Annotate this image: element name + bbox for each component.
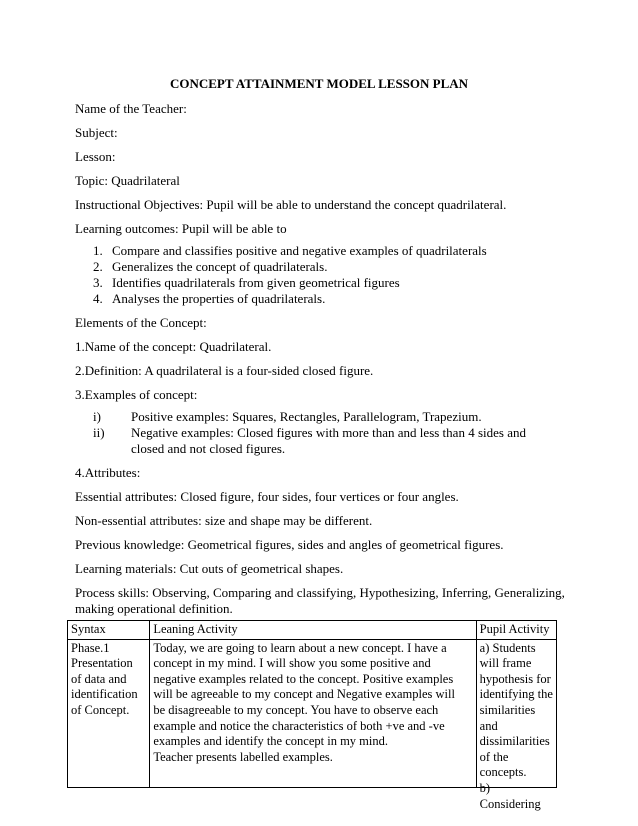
cell-line: similarities and: [479, 702, 536, 733]
outcome-item: Analyses the properties of quadrilaterals.: [112, 291, 326, 306]
cell-line: examples and identify the concept in my mind.: [153, 734, 388, 749]
cell-line: Presentation: [71, 656, 133, 671]
syntax-cell: [68, 639, 150, 787]
topic-field: Topic: Quadrilateral: [75, 173, 180, 188]
negative-examples: Negative examples: Closed figures with more than and less than 4 sides and closed and not closed figures.: [131, 425, 526, 456]
cell-line: concepts.: [479, 765, 527, 780]
outcome-item: Identifies quadrilaterals from given geometrical figures: [112, 275, 400, 290]
cell-line: identifying the: [479, 687, 553, 702]
learning-outcomes-intro: Learning outcomes: Pupil will be able to: [75, 221, 287, 236]
concept-definition: 2.Definition: A quadrilateral is a four-sided closed figure.: [75, 363, 374, 378]
header-pupil-activity: Pupil Activity: [476, 621, 556, 640]
subject-field: Subject:: [75, 125, 118, 140]
cell-line: identification: [71, 687, 138, 702]
outcome-number: 1.: [93, 243, 103, 258]
example-number: i): [93, 409, 101, 424]
process-skills-line2: making operational definition.: [75, 601, 233, 616]
examples-heading: 3.Examples of concept:: [75, 387, 198, 402]
cell-line: dissimilarities: [479, 734, 550, 749]
cell-line: example and notice the characteristics of both +ve and -ve: [153, 718, 445, 733]
non-essential-attributes: Non-essential attributes: size and shape may be different.: [75, 513, 373, 528]
cell-line: of the: [479, 749, 509, 764]
concept-name: 1.Name of the concept: Quadrilateral.: [75, 339, 272, 354]
learning-materials: Learning materials: Cut outs of geometrical shapes.: [75, 561, 344, 576]
cell-line: of data and: [71, 671, 127, 686]
cell-line: Today, we are going to learn about a new concept. I have a: [153, 640, 447, 655]
elements-heading: Elements of the Concept:: [75, 315, 207, 330]
table-row: [68, 639, 557, 787]
cell-line: a) Students: [479, 640, 536, 655]
lesson-plan-table: [67, 620, 557, 811]
outcome-number: 2.: [93, 259, 103, 274]
outcome-number: 4.: [93, 291, 103, 306]
positive-examples: Positive examples: Squares, Rectangles, Parallelogram, Trapezium.: [131, 409, 482, 424]
lesson-field: Lesson:: [75, 149, 116, 164]
cell-line: Teacher presents labelled examples.: [153, 749, 333, 764]
page-title: CONCEPT ATTAINMENT MODEL LESSON PLAN: [169, 76, 469, 91]
table-header-row: [68, 621, 557, 640]
cell-line: Phase.1: [71, 640, 110, 655]
pupil-cell: [476, 639, 556, 811]
outcome-number: 3.: [93, 275, 103, 290]
cell-line: be disagreeable to my concept. You have to observe each: [153, 702, 439, 717]
cell-line: negative examples related to the concept. Positive examples: [153, 671, 454, 686]
previous-knowledge: Previous knowledge: Geometrical figures, sides and angles of geometrical figures.: [75, 537, 504, 552]
header-syntax: Syntax: [68, 621, 150, 640]
cell-line: hypothesis for: [479, 671, 551, 686]
outcome-item: Compare and classifies positive and negative examples of quadrilaterals: [112, 243, 487, 258]
example-number: ii): [93, 425, 105, 440]
cell-line: will be agreeable to my concept and Negative examples will: [153, 687, 455, 702]
outcome-item: Generalizes the concept of quadrilaterals.: [112, 259, 328, 274]
teacher-name-field: Name of the Teacher:: [75, 101, 187, 116]
header-leaning-activity: Leaning Activity: [150, 621, 476, 640]
cell-line: b) Considering: [479, 780, 541, 811]
instructional-objectives: Instructional Objectives: Pupil will be able to understand the concept quadrilateral.: [75, 197, 507, 212]
cell-line: concept in my mind. I will show you some positive and: [153, 656, 431, 671]
attributes-heading: 4.Attributes:: [75, 465, 141, 480]
essential-attributes: Essential attributes: Closed figure, four sides, four vertices or four angles.: [75, 489, 459, 504]
cell-line: of Concept.: [71, 702, 130, 717]
process-skills-line1: Process skills: Observing, Comparing and classifying, Hypothesizing, Inferring, Generalizing,: [75, 585, 565, 600]
cell-line: will frame: [479, 656, 532, 671]
activity-cell: [150, 639, 476, 787]
